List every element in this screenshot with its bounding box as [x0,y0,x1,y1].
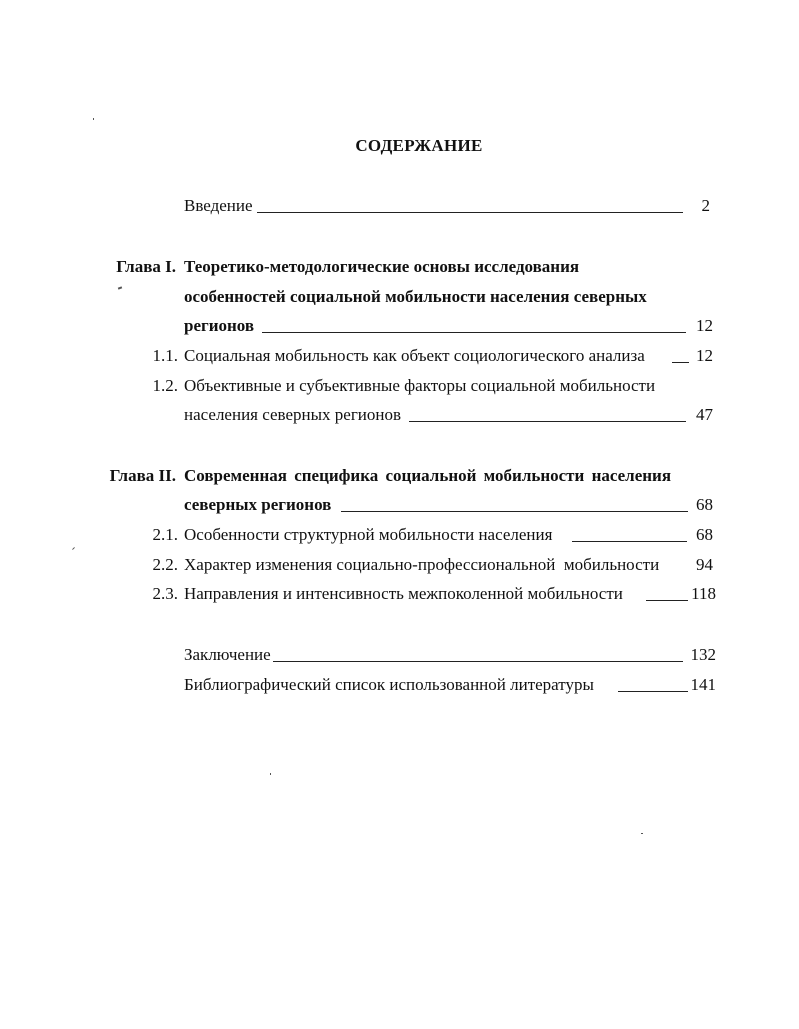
section-title-line: Социальная мобильность как объект социологического анализа [184,346,645,365]
chapter-title-line: особенностей социальной мобильности населения северных [184,287,647,306]
toc-leader [572,541,687,542]
chapter-title-line: Современная специфика социальной мобильности населения [184,466,672,485]
scan-speck [270,773,271,775]
toc-leader [257,212,683,213]
scan-speck [118,286,122,289]
section-title-line: Особенности структурной мобильности населения [184,525,553,544]
section-number: 1.1. [152,346,178,365]
toc-page-number: 12 [696,346,713,365]
toc-page-number: 47 [696,405,713,424]
scan-speck [641,833,643,834]
toc-entry-text: Заключение [184,645,271,664]
chapter-label: Глава II. [109,466,176,485]
toc-leader [341,511,688,512]
section-title-line: населения северных регионов [184,405,402,424]
toc-leader [409,421,686,422]
chapter-title-line: северных регионов [184,495,332,514]
toc-leader [262,332,686,333]
toc-page-number: 68 [696,495,713,514]
section-number: 2.3. [152,584,178,603]
section-number: 1.2. [152,376,178,395]
chapter-title-line: регионов [184,316,255,335]
chapter-title-line: Теоретико-методологические основы исследования [184,257,580,276]
page-title: СОДЕРЖАНИЕ [355,136,483,155]
toc-page-number: 141 [690,675,716,694]
toc-page-number: 94 [696,555,713,574]
section-number: 2.1. [152,525,178,544]
section-title-line: Объективные и субъективные факторы социальной мобильности [184,376,656,395]
toc-entry-text: Библиографический список использованной литературы [184,675,594,694]
section-title-line: Направления и интенсивность межпоколенной мобильности [184,584,623,603]
section-number: 2.2. [152,555,178,574]
toc-page-number: 118 [691,584,716,603]
toc-page-number: 68 [696,525,713,544]
toc-page-number: 2 [701,196,710,215]
section-title-line: Характер изменения социально-профессиональной мобильности [184,555,660,574]
toc-page-number: 132 [690,645,716,664]
scan-speck [93,118,94,120]
chapter-label: Глава I. [116,257,176,276]
toc-entry-text: Введение [184,196,253,215]
toc-page-number: 12 [696,316,713,335]
toc-leader [273,661,683,662]
toc-leader [618,691,688,692]
scan-speck [72,547,75,550]
